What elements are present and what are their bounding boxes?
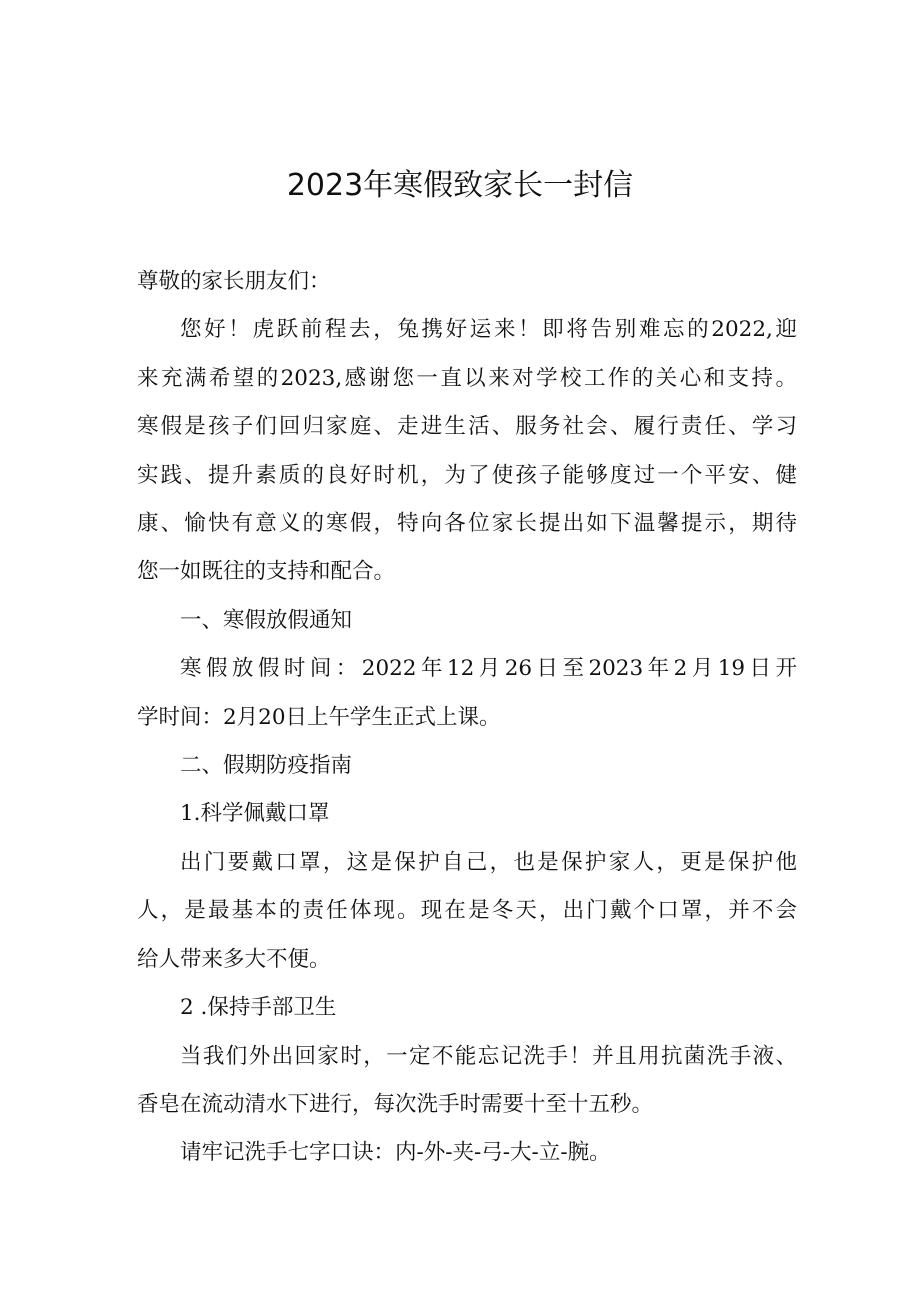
item2-body-line-2: 香皂在流动清水下进行，每次洗手时需要十至十五秒。 [137, 1091, 654, 1117]
intro-line-3: 寒假是孩子们回归家庭、走进生活、服务社会、履行责任、学习 [137, 414, 797, 440]
section2-heading [137, 742, 797, 790]
item2-body [137, 1033, 797, 1130]
document-title: 2023年寒假致家长一封信 [286, 168, 634, 203]
intro-paragraph [137, 306, 797, 596]
section1-body-line-2: 学时间：2月20日上午学生正式上课。 [137, 704, 501, 730]
item2-body-line-1: 当我们外出回家时，一定不能忘记洗手！并且用抗菌洗手液、 [180, 1043, 797, 1069]
section1-heading-line: 一、寒假放假通知 [180, 607, 353, 633]
mnemonic-line: 请牢记洗手七字口诀：内-外-夹-弓-大-立-腕。 [180, 1140, 611, 1166]
item1-heading [137, 790, 797, 838]
item1-heading-line: 1.科学佩戴口罩 [180, 801, 330, 827]
salutation-line: 尊敬的家长朋友们： [137, 269, 331, 294]
section1-body-line-1: 寒假放假时间：2022年12月26日至2023年2月19日开 [180, 656, 797, 682]
section1-heading [137, 597, 797, 645]
item1-body-line-3: 给人带来多大不便。 [137, 946, 331, 972]
intro-line-2: 来充满希望的2023,感谢您一直以来对学校工作的关心和支持。 [137, 365, 797, 391]
intro-line-4: 实践、提升素质的良好时机，为了使孩子能够度过一个平安、健 [137, 462, 797, 488]
section1-body [137, 645, 797, 742]
item2-heading-line: 2 .保持手部卫生 [180, 995, 337, 1021]
document-body [137, 258, 797, 1178]
section2-heading-line: 二、假期防疫指南 [180, 753, 353, 779]
intro-line-1: 您好！虎跃前程去，兔携好运来！即将告别难忘的2022,迎 [180, 317, 797, 343]
item1-body [137, 839, 797, 984]
item1-body-line-2: 人，是最基本的责任体现。现在是冬天，出门戴个口罩，并不会 [137, 898, 797, 924]
intro-line-6: 您一如既往的支持和配合。 [137, 559, 396, 585]
item2-heading [137, 984, 797, 1032]
item1-body-line-1: 出门要戴口罩，这是保护自己，也是保护家人，更是保护他 [180, 849, 797, 875]
mnemonic-paragraph [137, 1129, 797, 1177]
salutation [137, 258, 797, 306]
intro-line-5: 康、愉快有意义的寒假，特向各位家长提出如下温馨提示，期待 [137, 511, 797, 537]
